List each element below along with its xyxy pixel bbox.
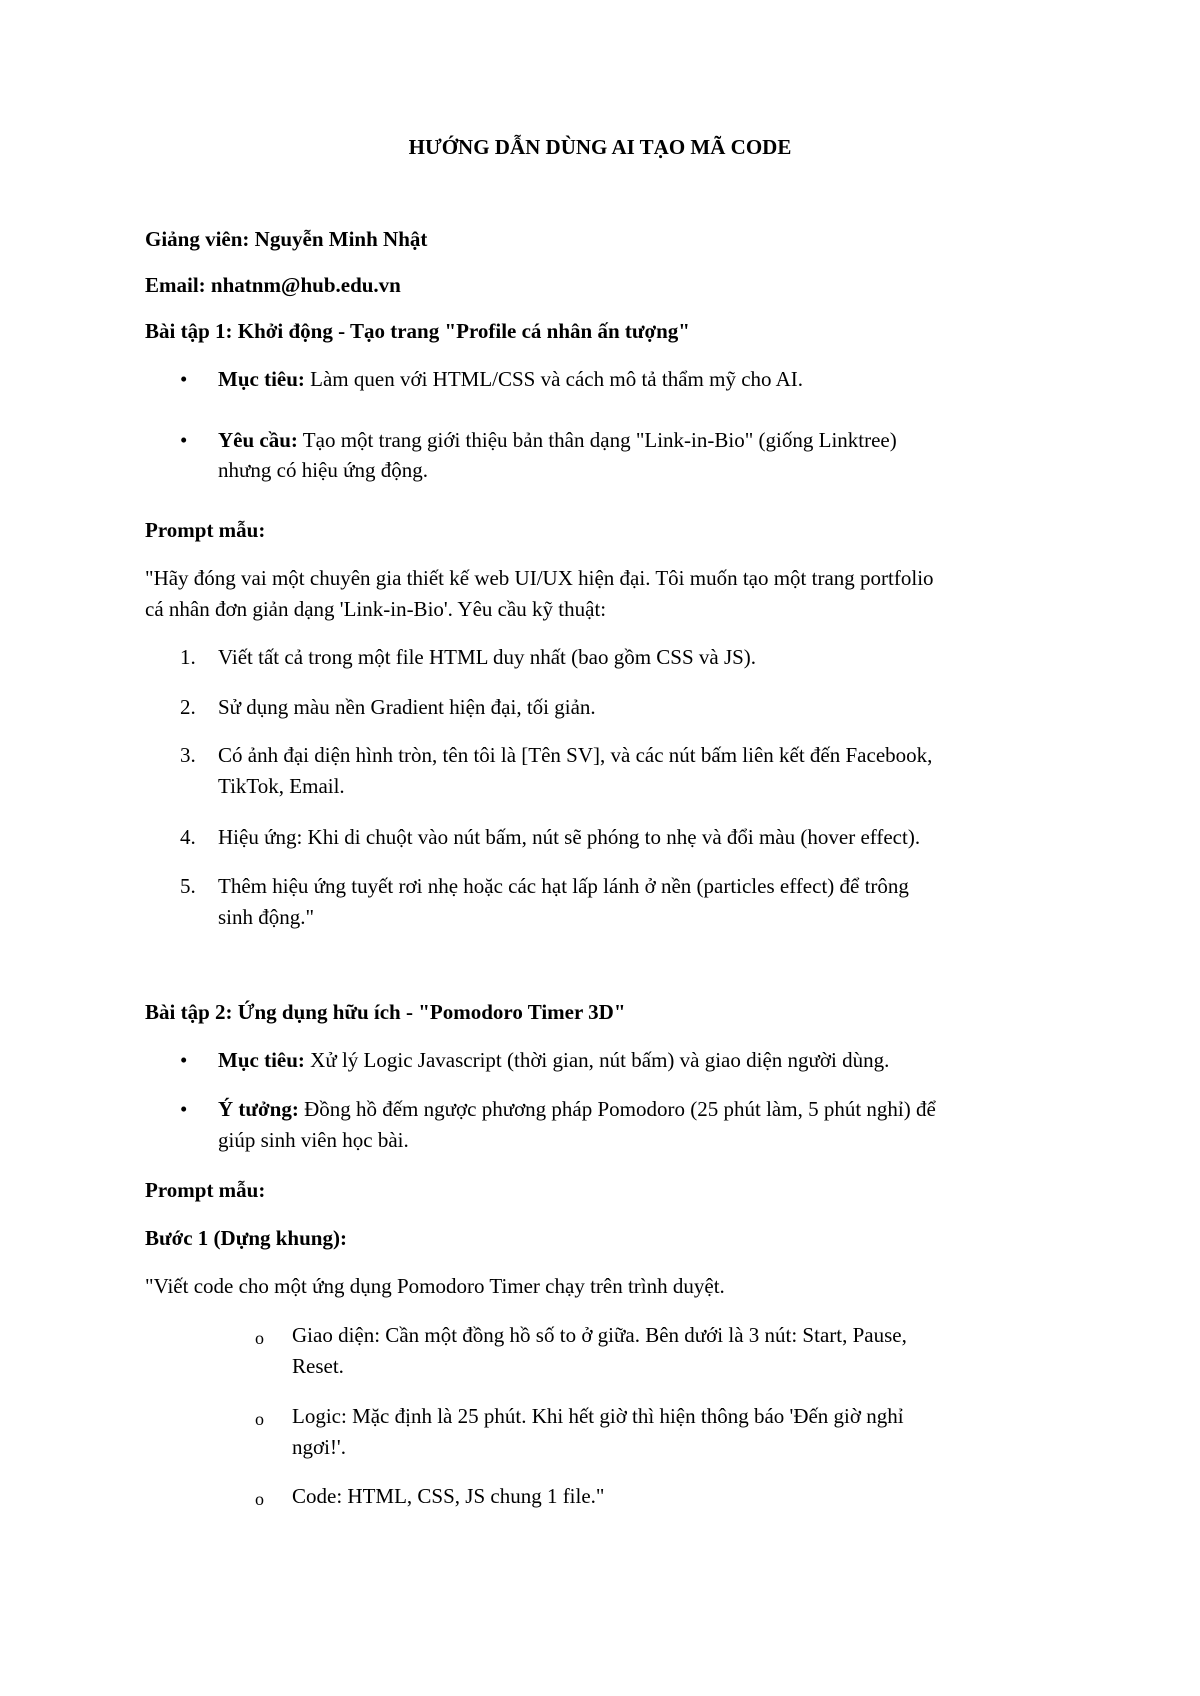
idea-text: Đồng hồ đếm ngược phương pháp Pomodoro (25 phút làm, 5 phút nghỉ) để: [298, 1097, 936, 1121]
bullet-glyph: •: [180, 1048, 188, 1072]
lecturer-line: Giảng viên: Nguyễn Minh Nhật: [145, 227, 428, 251]
sub-bullet-glyph: o: [255, 1489, 264, 1509]
goal-label: Mục tiêu:: [218, 1048, 305, 1072]
exercise-1-prompt-line-2: cá nhân đơn giản dạng 'Link-in-Bio'. Yêu cầu kỹ thuật:: [145, 597, 607, 621]
goal-text: Xử lý Logic Javascript (thời gian, nút bấm) và giao diện người dùng.: [304, 1048, 890, 1072]
bullet-glyph: •: [180, 1097, 188, 1121]
step-text: Có ảnh đại diện hình tròn, tên tôi là [Tên SV], và các nút bấm liên kết đến Facebook,: [218, 743, 933, 767]
step-number: 4.: [180, 825, 196, 849]
step-text-cont: sinh động.": [218, 905, 315, 929]
sub-item-text: Code: HTML, CSS, JS chung 1 file.": [292, 1484, 605, 1508]
exercise-2-goal: [218, 1048, 889, 1072]
step-number: 3.: [180, 743, 196, 767]
step-text: Hiệu ứng: Khi di chuột vào nút bấm, nút sẽ phóng to nhẹ và đổi màu (hover effect).: [218, 825, 921, 849]
bullet-glyph: •: [180, 428, 188, 452]
idea-text-cont: giúp sinh viên học bài.: [218, 1128, 409, 1152]
sub-bullet-glyph: o: [255, 1409, 264, 1429]
idea-label: Ý tưởng:: [218, 1097, 299, 1121]
sub-item-text: Giao diện: Cần một đồng hồ số to ở giữa. Bên dưới là 3 nút: Start, Pause,: [292, 1323, 907, 1347]
exercise-1-goal: [218, 367, 803, 391]
requirement-text-cont: nhưng có hiệu ứng động.: [218, 458, 428, 482]
step-text-cont: TikTok, Email.: [218, 774, 345, 798]
sub-item-text: Logic: Mặc định là 25 phút. Khi hết giờ thì hiện thông báo 'Đến giờ nghỉ: [292, 1404, 904, 1428]
exercise-2-heading: Bài tập 2: Ứng dụng hữu ích - "Pomodoro Timer 3D": [145, 1000, 626, 1024]
goal-text: Làm quen với HTML/CSS và cách mô tả thẩm mỹ cho AI.: [304, 367, 804, 391]
requirement-text: Tạo một trang giới thiệu bản thân dạng "Link-in-Bio" (giống Linktree): [297, 428, 897, 452]
exercise-2-prompt-heading: Prompt mẫu:: [145, 1178, 266, 1202]
step-text: Thêm hiệu ứng tuyết rơi nhẹ hoặc các hạt lấp lánh ở nền (particles effect) để trông: [218, 874, 909, 898]
exercise-1-prompt-line-1: "Hãy đóng vai một chuyên gia thiết kế web UI/UX hiện đại. Tôi muốn tạo một trang portfolio: [145, 566, 934, 590]
requirement-label: Yêu cầu:: [218, 428, 298, 452]
step-text: Sử dụng màu nền Gradient hiện đại, tối giản.: [218, 695, 596, 719]
bullet-glyph: •: [180, 367, 188, 391]
exercise-2-idea: [218, 1097, 936, 1121]
email-line: Email: nhatnm@hub.edu.vn: [145, 273, 401, 297]
step-number: 2.: [180, 695, 196, 719]
step-number: 5.: [180, 874, 196, 898]
document-title: HƯỚNG DẪN DÙNG AI TẠO MÃ CODE: [408, 135, 792, 159]
step-number: 1.: [180, 645, 196, 669]
sub-item-text-cont: ngơi!'.: [292, 1435, 346, 1459]
goal-label: Mục tiêu:: [218, 367, 305, 391]
exercise-1-prompt-heading: Prompt mẫu:: [145, 518, 266, 542]
sub-bullet-glyph: o: [255, 1328, 264, 1348]
step-1-heading: Bước 1 (Dựng khung):: [145, 1226, 347, 1250]
sub-item-text-cont: Reset.: [292, 1354, 344, 1378]
step-1-text: "Viết code cho một ứng dụng Pomodoro Timer chạy trên trình duyệt.: [145, 1274, 725, 1298]
exercise-1-requirement: [218, 428, 897, 452]
exercise-1-heading: Bài tập 1: Khởi động - Tạo trang "Profile cá nhân ấn tượng": [145, 319, 690, 343]
step-text: Viết tất cả trong một file HTML duy nhất (bao gồm CSS và JS).: [218, 645, 757, 669]
